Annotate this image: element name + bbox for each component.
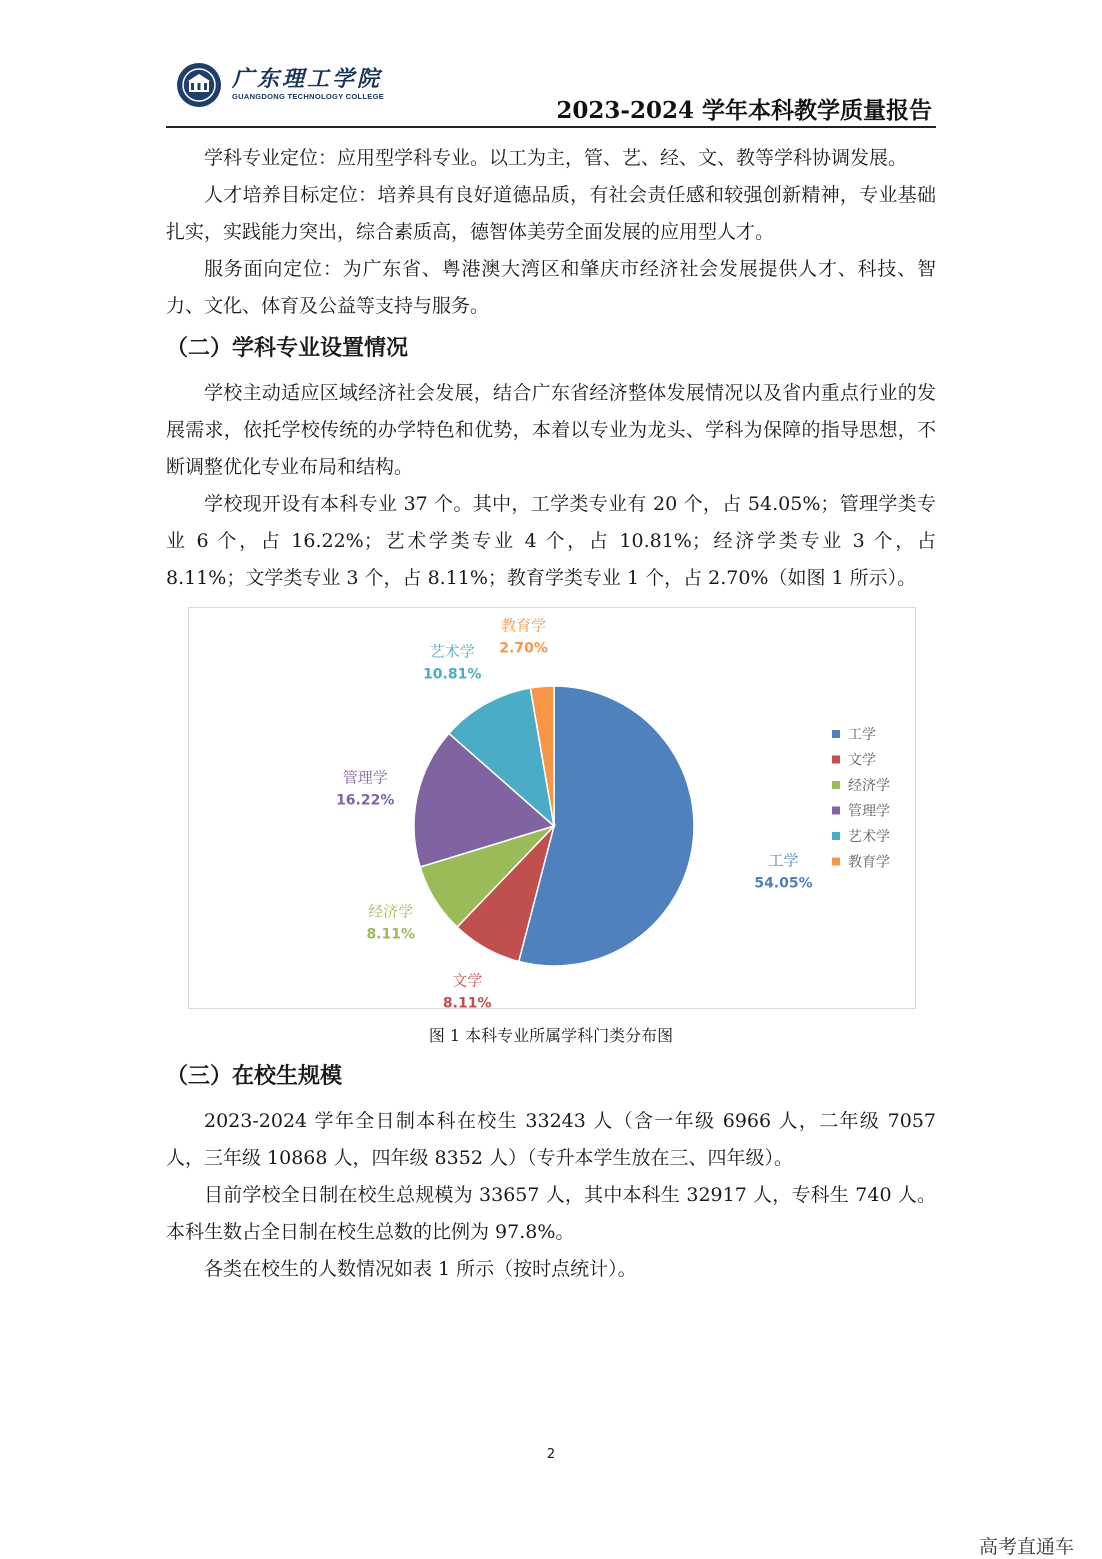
- legend-label-2: 经济学: [848, 778, 890, 794]
- legend-swatch-0: [832, 730, 840, 738]
- page-content: [166, 140, 936, 1288]
- pie-value-label-4: 10.81%: [423, 666, 482, 683]
- legend-swatch-4: [832, 832, 840, 840]
- legend-label-3: 管理学: [848, 803, 890, 820]
- section-heading-disciplines: （二）学科专业设置情况: [166, 336, 409, 361]
- pie-value-label-2: 8.11%: [366, 926, 416, 943]
- legend-label-5: 教育学: [848, 854, 890, 871]
- paragraph-service-positioning: 服务面向定位：为广东省、粤港澳大湾区和肇庆市经济社会发展提供人才、科技、智力、文化、体育及公益等支持与服务。: [166, 258, 936, 317]
- paragraph-discipline-positioning: 学科专业定位：应用型学科专业。以工为主，管、艺、经、文、教等学科协调发展。: [204, 147, 908, 169]
- pie-category-label-2: 经济学: [368, 902, 414, 921]
- paragraph-table-reference: 各类在校生的人数情况如表 1 所示（按时点统计）。: [204, 1258, 637, 1280]
- legend-label-0: 工学: [848, 727, 876, 743]
- paragraph-talent-goal: 人才培养目标定位：培养具有良好道德品质，有社会责任感和较强创新精神，专业基础扎实，实践能力突出，综合素质高，德智体美劳全面发展的应用型人才。: [166, 184, 936, 243]
- pie-category-label-1: 文学: [452, 971, 483, 990]
- college-name-cn: 广东理工学院: [232, 67, 383, 92]
- section-heading-enrollment: （三）在校生规模: [166, 1064, 343, 1089]
- pie-chart-svg: [189, 608, 915, 1008]
- paragraph-discipline-adjustment: 学校主动适应区域经济社会发展，结合广东省经济整体发展情况以及省内重点行业的发展需求，依托学校传统的办学特色和优势，本着以专业为龙头、学科为保障的指导思想，不断调整优化专业布局和结构。: [166, 382, 936, 478]
- pie-value-label-5: 2.70%: [499, 640, 548, 657]
- report-title: 2023-2024 学年本科教学质量报告: [556, 97, 932, 124]
- college-logo-icon: [176, 62, 222, 108]
- legend-swatch-2: [832, 781, 840, 789]
- legend-swatch-3: [832, 807, 840, 815]
- pie-category-label-0: 工学: [768, 851, 799, 870]
- page-number: 2: [546, 1447, 556, 1462]
- pie-category-label-4: 艺术学: [429, 642, 475, 661]
- pie-value-label-0: 54.05%: [754, 875, 813, 892]
- pie-value-label-3: 16.22%: [336, 792, 395, 809]
- pie-value-label-1: 8.11%: [442, 995, 492, 1008]
- legend-label-4: 艺术学: [848, 829, 890, 845]
- legend-label-1: 文学: [848, 752, 876, 769]
- legend-swatch-1: [832, 756, 840, 764]
- figure-caption: 图 1 本科专业所属学科门类分布图: [428, 1026, 674, 1045]
- legend-swatch-5: [832, 858, 840, 866]
- paragraph-major-counts: 学校现开设有本科专业 37 个。其中，工学类专业有 20 个，占 54.05%；管理学类专业 6 个，占 16.22%；艺术学类专业 4 个，占 10.81%；经济学类专业 3 个，占 8.11%；文学类专业 3 个，占 8.11%；教育学类专业 1 个，占 2.70%（如图 1 所示）。: [166, 493, 936, 589]
- paragraph-undergrad-enrollment: 2023-2024 学年全日制本科在校生 33243 人（含一年级 6966 人，二年级 7057 人，三年级 10868 人，四年级 8352 人）（专升本学生放在三、四年级）。: [166, 1110, 936, 1169]
- pie-category-label-5: 教育学: [501, 616, 547, 635]
- watermark: 高考直通车: [978, 1536, 1074, 1558]
- page-header: [166, 58, 936, 128]
- pie-category-label-3: 管理学: [342, 768, 388, 787]
- pie-chart: [188, 607, 916, 1009]
- paragraph-total-enrollment: 目前学校全日制在校生总规模为 33657 人，其中本科生 32917 人，专科生 740 人。本科生数占全日制在校生总数的比例为 97.8%。: [166, 1184, 936, 1243]
- college-name-en: GUANGDONG TECHNOLOGY COLLEGE: [232, 92, 385, 101]
